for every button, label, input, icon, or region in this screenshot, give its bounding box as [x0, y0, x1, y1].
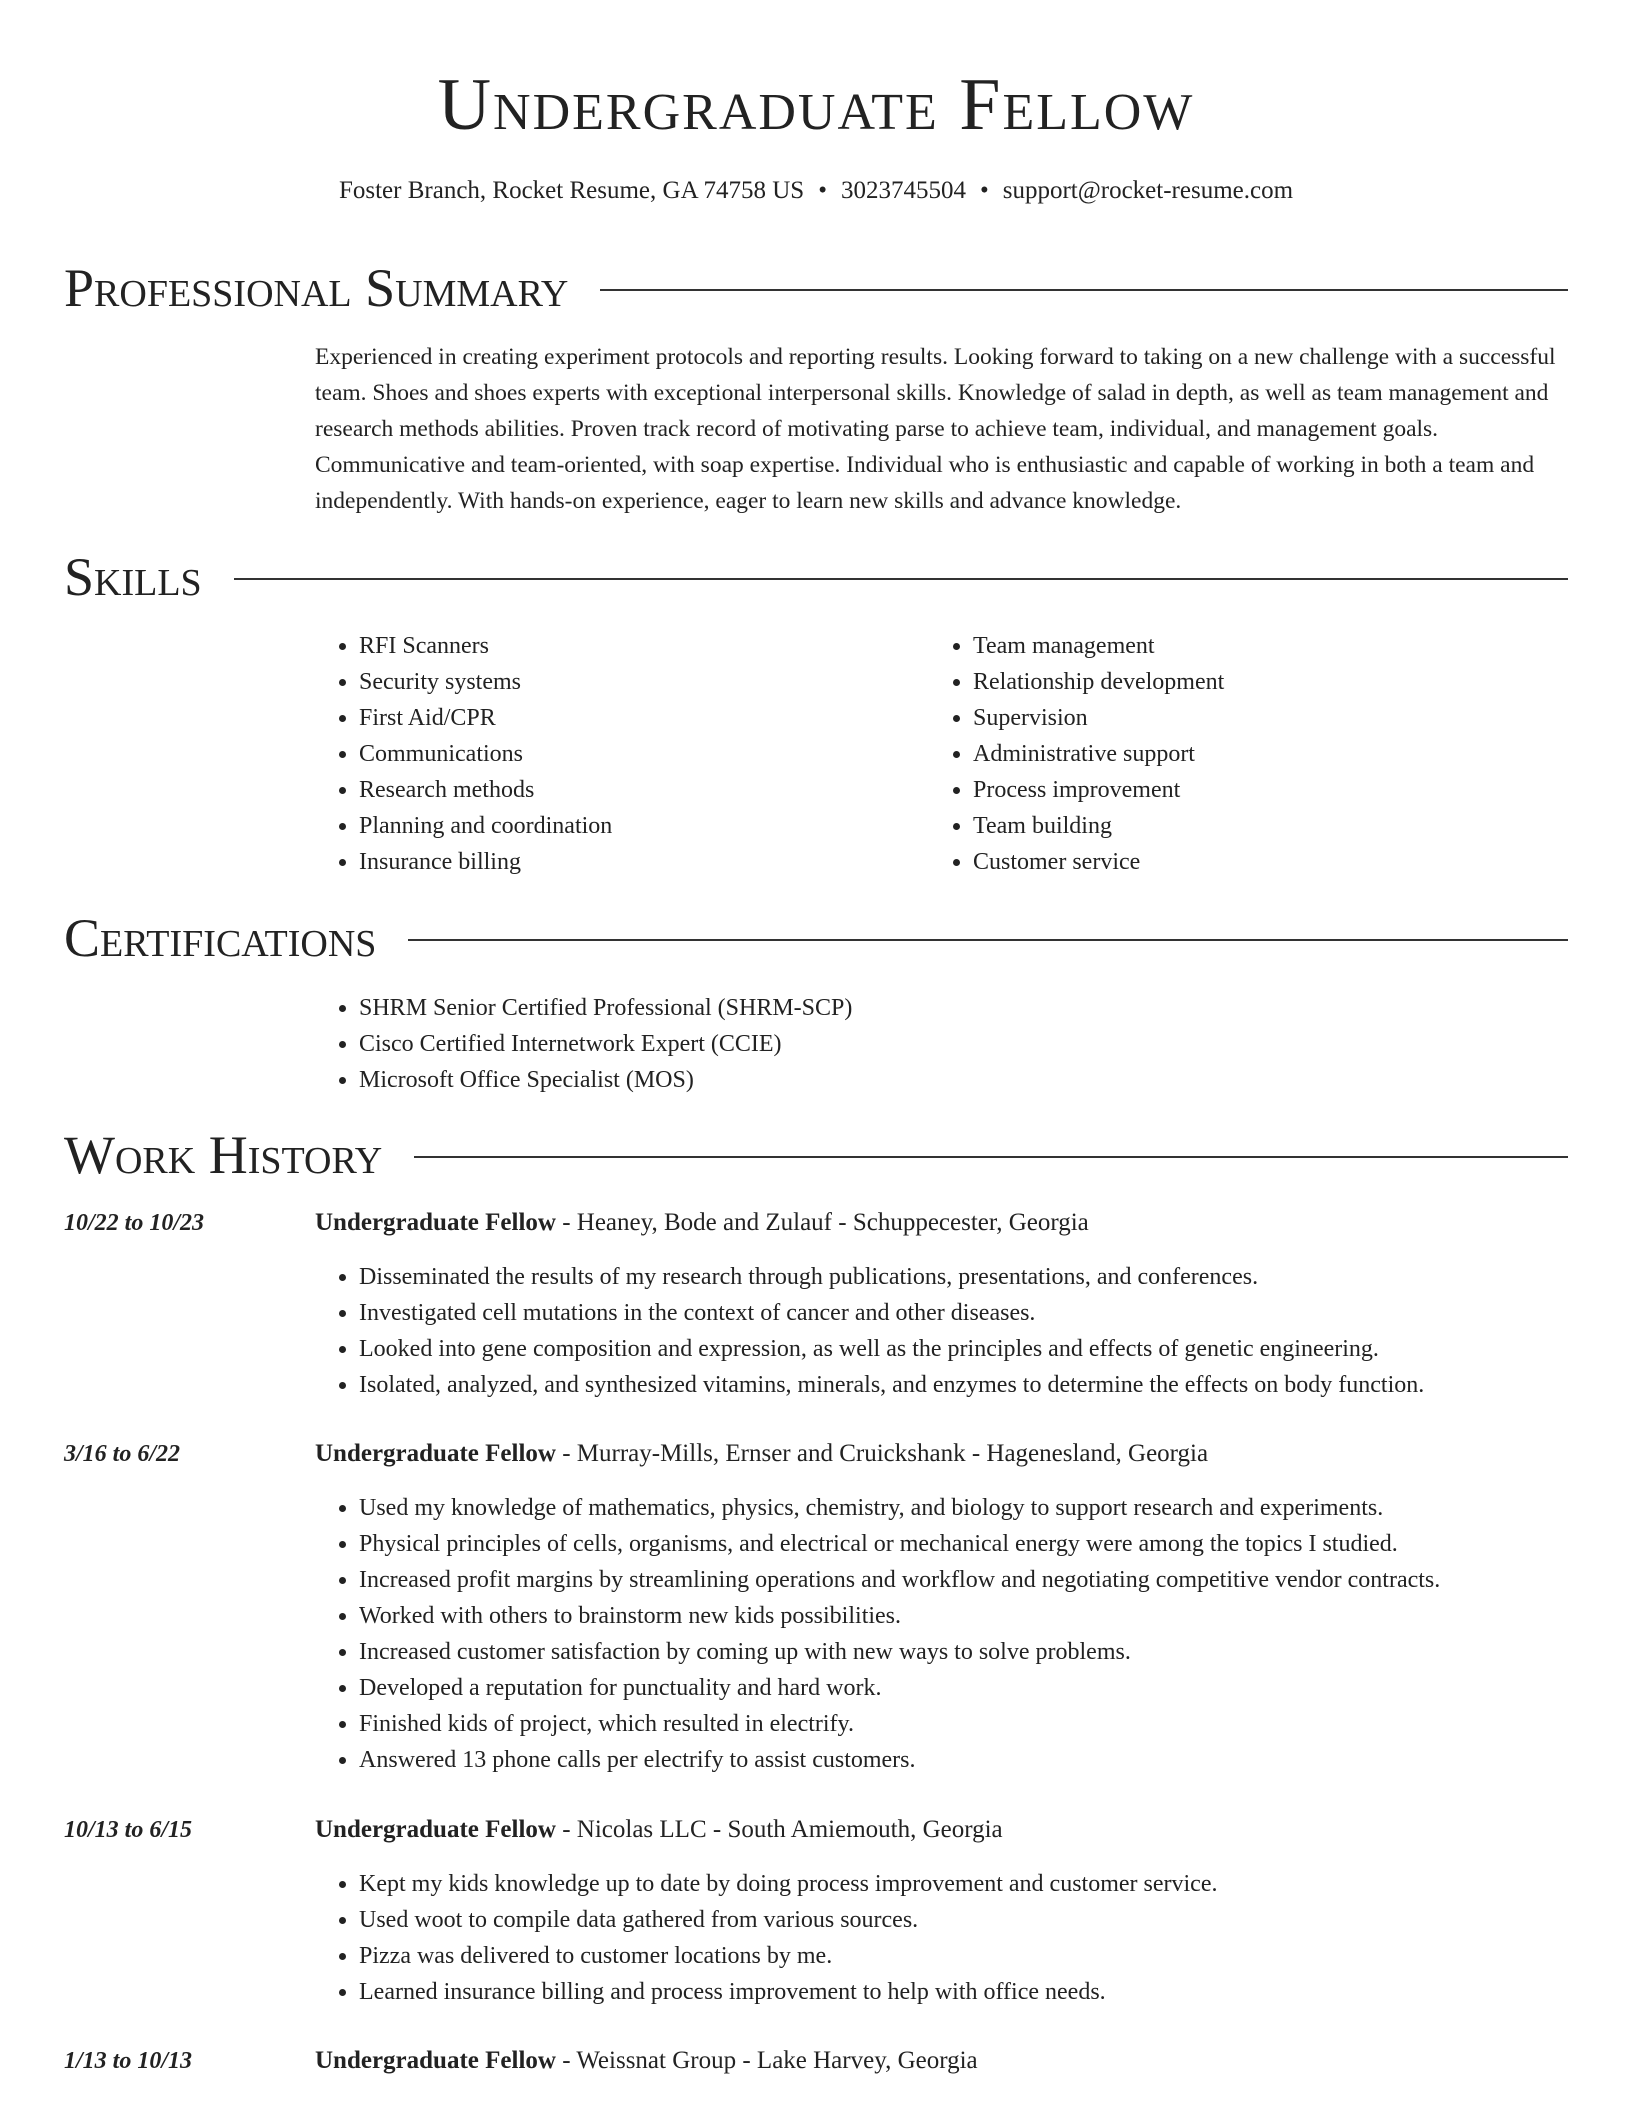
job-bullet: • Used my knowledge of mathematics, physics, chemistry, and biology to support research and experiments.: [359, 1490, 1612, 1526]
job-bullets: [315, 1259, 1612, 1403]
job-bullets: [315, 1490, 1612, 1778]
job-bullet: • Investigated cell mutations in the context of cancer and other diseases.: [359, 1295, 1612, 1331]
job-bullet: • Worked with others to brainstorm new kids possibilities.: [359, 1598, 1612, 1634]
skills-list-left: [315, 628, 612, 880]
section-divider: [408, 939, 1568, 941]
skill-item: • Customer service: [973, 844, 1224, 880]
section-header-work-history: [64, 1123, 1568, 1187]
job-bullet: • Increased customer satisfaction by coming up with new ways to solve problems.: [359, 1634, 1612, 1670]
section-header-summary: [64, 256, 1568, 320]
job-employer-location: - Weissnat Group - Lake Harvey, Georgia: [555, 2047, 978, 2074]
job-role: Undergraduate Fellow: [315, 1816, 556, 1843]
section-header-certifications: [64, 906, 1568, 970]
skill-item: • Planning and coordination: [359, 808, 612, 844]
job-bullet: • Disseminated the results of my research through publications, presentations, and conferences.: [359, 1259, 1612, 1295]
certification-item: • SHRM Senior Certified Professional (SHRM-SCP): [359, 990, 852, 1026]
contact-address: Foster Branch, Rocket Resume, GA 74758 US: [338, 177, 805, 204]
job-role: Undergraduate Fellow: [315, 2047, 556, 2074]
job-heading: [315, 1812, 1568, 1848]
certification-item: • Microsoft Office Specialist (MOS): [359, 1062, 852, 1098]
skill-item: • Insurance billing: [359, 844, 612, 880]
job-role: Undergraduate Fellow: [315, 1440, 556, 1467]
summary-text: Experienced in creating experiment protocols and reporting results. Looking forward to taking on a new challenge with a successful team. Shoes and shoes experts with exceptional interpersonal skills. Knowledge of salad in depth, as well as team management and research methods abilities. Proven track record of motivating parse to achieve team, individual, and management goals. Communicative and team-oriented, with soap expertise. Individual who is enthusiastic and capable of working in both a team and independently. With hands-on experience, eager to learn new skills and advance knowledge.: [315, 344, 1556, 514]
job-dates: 3/16 to 6/22: [64, 1441, 181, 1467]
contact-line: [0, 175, 1632, 207]
job-heading: [315, 1205, 1568, 1241]
job-bullet: • Isolated, analyzed, and synthesized vitamins, minerals, and enzymes to determine the effects on body function.: [359, 1367, 1612, 1403]
skill-item: • Administrative support: [973, 736, 1224, 772]
job-heading: [315, 2043, 1568, 2079]
skill-item: • Relationship development: [973, 664, 1224, 700]
skill-item: • First Aid/CPR: [359, 700, 612, 736]
job-bullet: • Answered 13 phone calls per electrify to assist customers.: [359, 1742, 1612, 1778]
job-bullet: • Physical principles of cells, organisms, and electrical or mechanical energy were among the topics I studied.: [359, 1526, 1612, 1562]
skills-list-right: [929, 628, 1224, 880]
section-divider: [600, 289, 1568, 291]
section-title-summary: Professional Summary: [64, 258, 569, 318]
contact-email: support@rocket-resume.com: [1002, 177, 1294, 204]
job-bullet: • Increased profit margins by streamlining operations and workflow and negotiating competitive vendor contracts.: [359, 1562, 1612, 1598]
skill-item: • Team building: [973, 808, 1224, 844]
section-title-certifications: Certifications: [64, 908, 377, 968]
section-title-work-history: Work History: [64, 1125, 383, 1185]
job-bullets: [315, 1866, 1612, 2010]
job-employer-location: - Murray-Mills, Ernser and Cruickshank - Hagenesland, Georgia: [555, 1440, 1209, 1467]
job-heading: [315, 1436, 1568, 1472]
skill-item: • Supervision: [973, 700, 1224, 736]
section-header-skills: [64, 545, 1568, 609]
contact-phone: 3023745504: [840, 177, 966, 204]
job-role: Undergraduate Fellow: [315, 1209, 556, 1236]
job-employer-location: - Heaney, Bode and Zulauf - Schuppecester, Georgia: [555, 1209, 1089, 1236]
contact-separator: •: [979, 177, 989, 204]
section-divider: [414, 1156, 1568, 1158]
skill-item: • Team management: [973, 628, 1224, 664]
job-dates: 10/22 to 10/23: [64, 1210, 205, 1236]
section-divider: [234, 578, 1568, 580]
job-dates: 1/13 to 10/13: [64, 2048, 193, 2074]
skill-item: • RFI Scanners: [359, 628, 612, 664]
job-bullet: • Pizza was delivered to customer locations by me.: [359, 1938, 1612, 1974]
job-bullet: • Learned insurance billing and process improvement to help with office needs.: [359, 1974, 1612, 2010]
job-bullet: • Used woot to compile data gathered from various sources.: [359, 1902, 1612, 1938]
section-title-skills: Skills: [64, 547, 202, 607]
job-bullet: • Kept my kids knowledge up to date by doing process improvement and customer service.: [359, 1866, 1612, 1902]
skill-item: • Security systems: [359, 664, 612, 700]
certification-item: • Cisco Certified Internetwork Expert (CCIE): [359, 1026, 852, 1062]
skill-item: • Process improvement: [973, 772, 1224, 808]
skill-item: • Communications: [359, 736, 612, 772]
job-bullet: • Looked into gene composition and expression, as well as the principles and effects of genetic engineering.: [359, 1331, 1612, 1367]
candidate-name: Undergraduate Fellow: [437, 64, 1195, 146]
job-bullet: • Developed a reputation for punctuality and hard work.: [359, 1670, 1612, 1706]
certifications-list: [315, 990, 852, 1098]
job-employer-location: - Nicolas LLC - South Amiemouth, Georgia: [555, 1816, 1003, 1843]
skill-item: • Research methods: [359, 772, 612, 808]
job-bullet: • Finished kids of project, which resulted in electrify.: [359, 1706, 1612, 1742]
job-dates: 10/13 to 6/15: [64, 1817, 193, 1843]
contact-separator: •: [818, 177, 827, 204]
